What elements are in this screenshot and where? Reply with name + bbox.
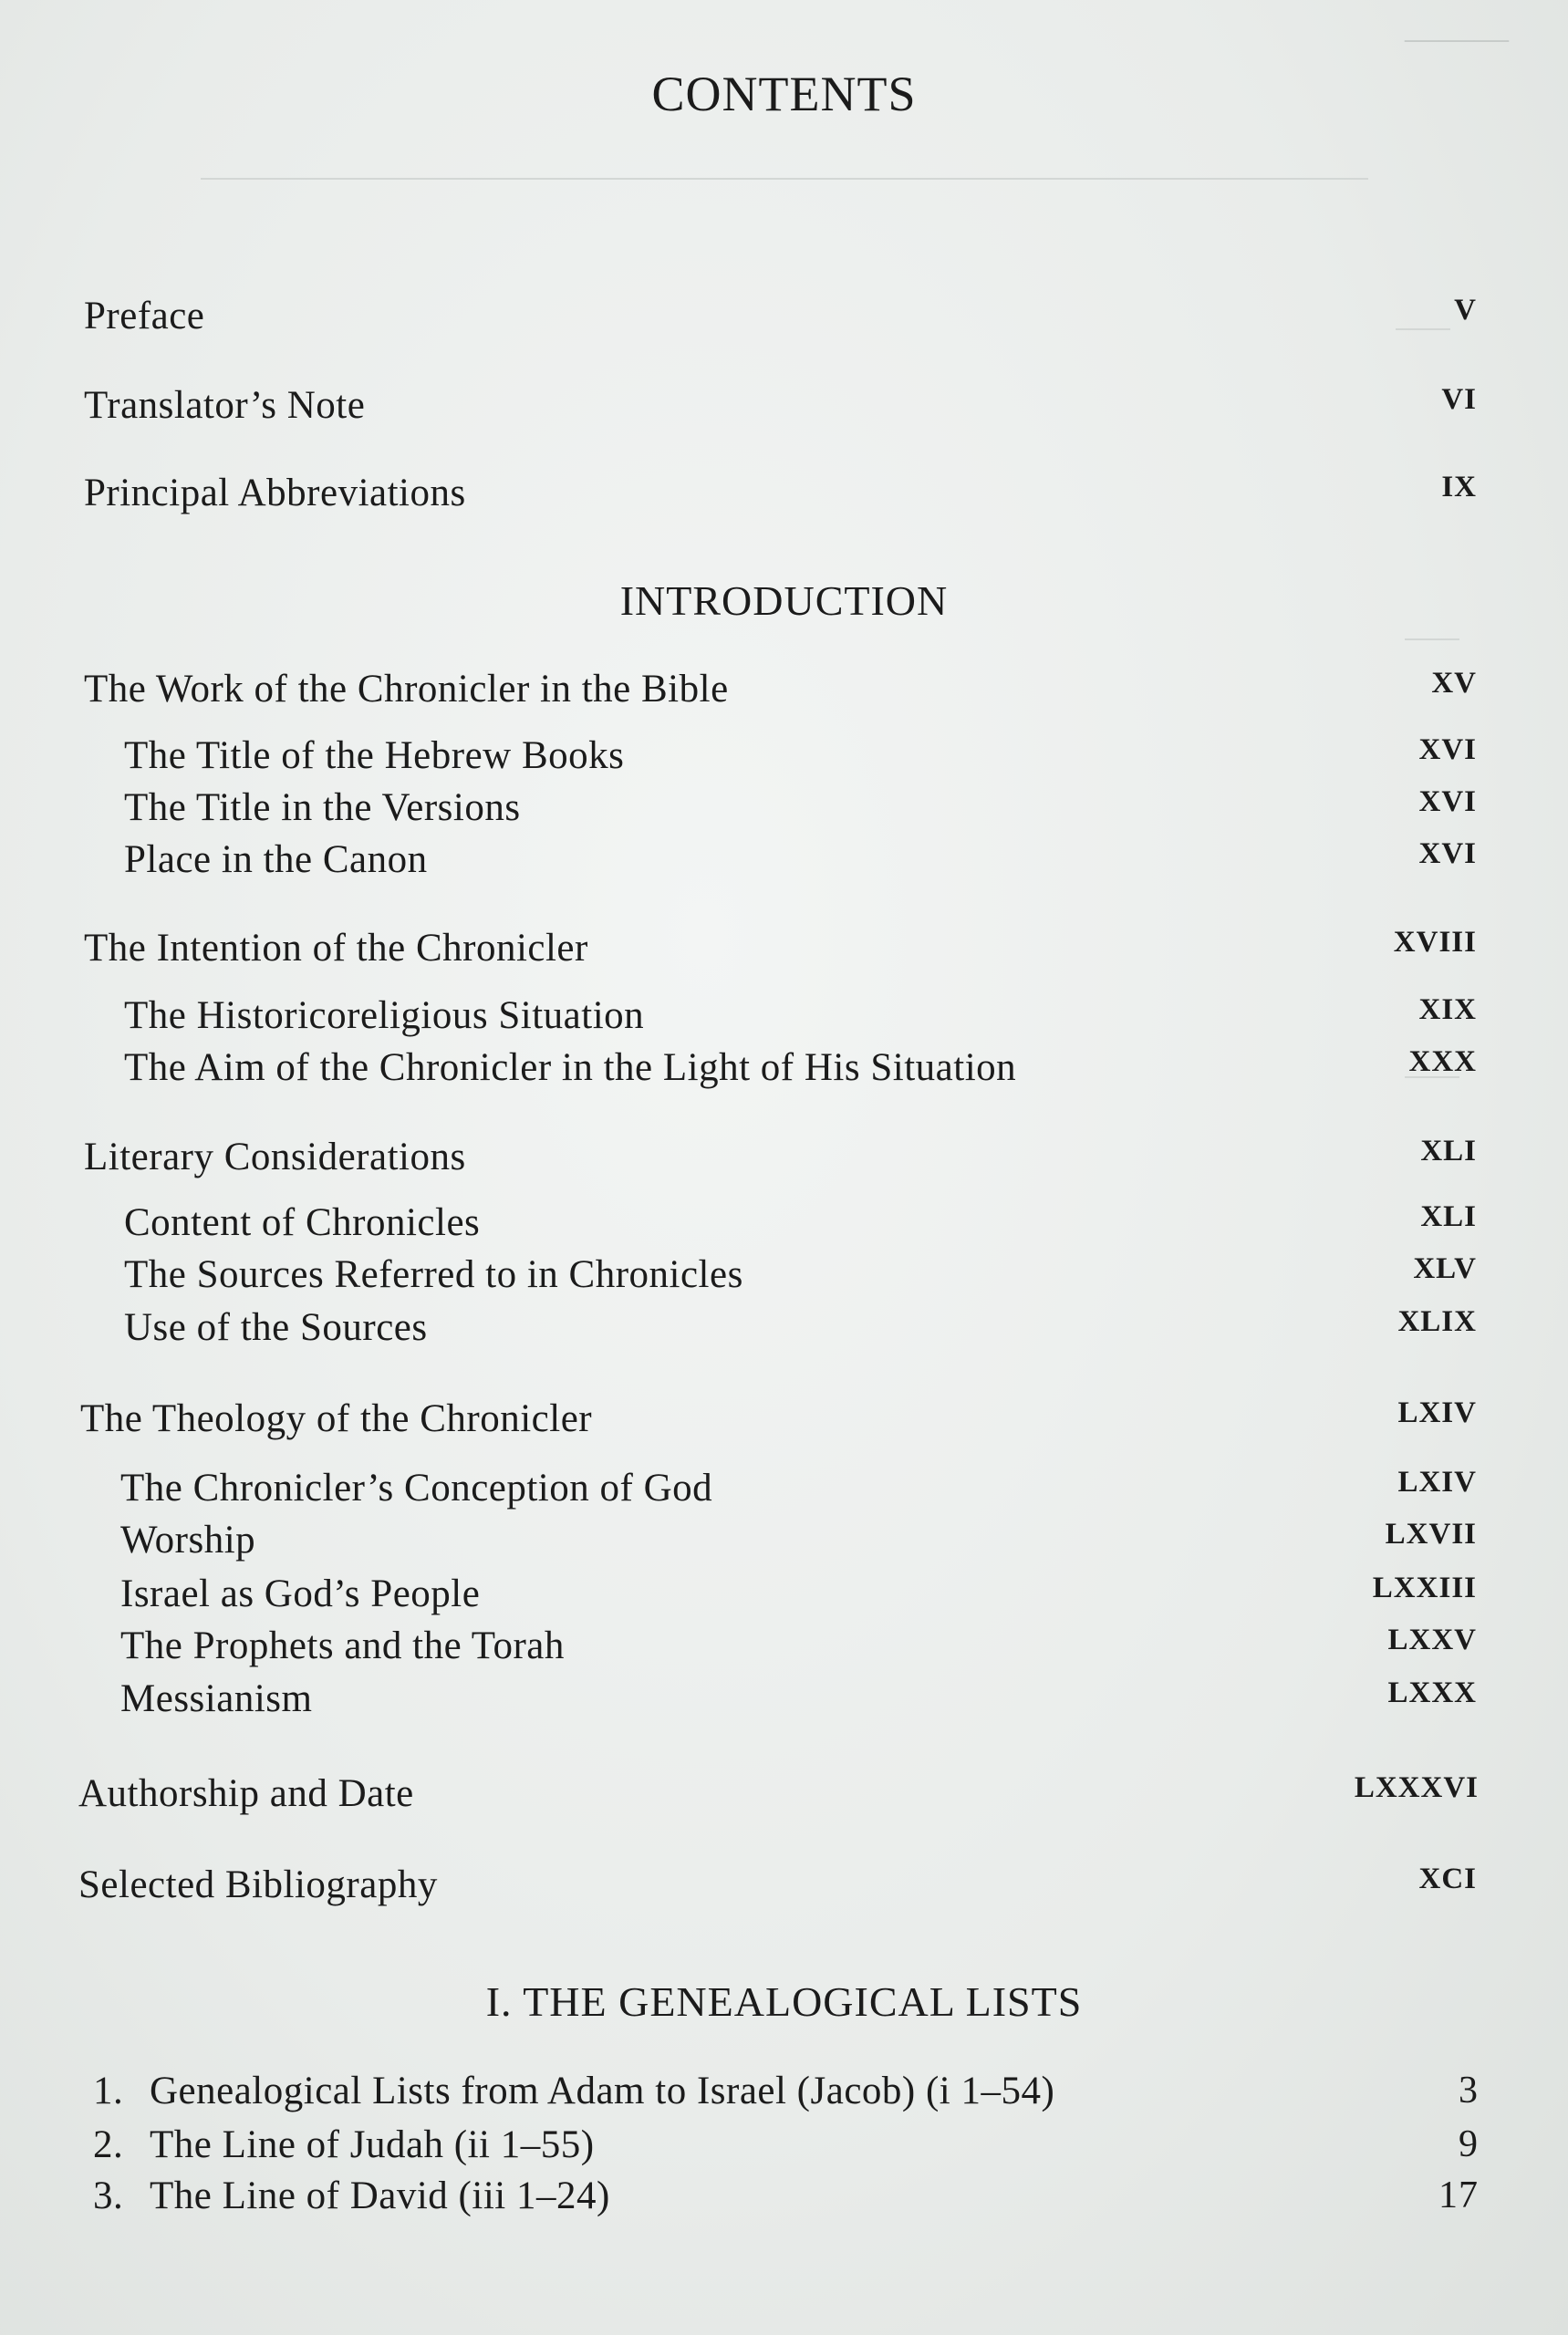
toc-entry	[0, 1135, 1568, 1184]
chapter-number: 3.	[93, 2174, 124, 2217]
toc-subentry-label: The Sources Referred to in Chronicles	[124, 1253, 743, 1296]
toc-subentry-page: XVI	[1418, 837, 1477, 870]
chapter-page: 17	[1438, 2174, 1479, 2216]
toc-entry-page: LXIV	[1397, 1396, 1477, 1429]
chapter-label: Genealogical Lists from Adam to Israel (Jacob) (i 1–54)	[150, 2070, 1055, 2112]
toc-subentry	[0, 1200, 1568, 1250]
toc-subentry-label: Place in the Canon	[124, 838, 428, 881]
toc-subentry	[0, 785, 1568, 835]
toc-entry	[0, 294, 1568, 343]
toc-entry-label: Selected Bibliography	[78, 1863, 438, 1906]
toc-subentry-label: Israel as God’s People	[120, 1572, 481, 1615]
chapter-entry	[0, 2174, 1568, 2223]
toc-subentry-label: Content of Chronicles	[124, 1201, 481, 1244]
toc-subentry-label: Use of the Sources	[124, 1306, 428, 1349]
toc-entry-label: Literary Considerations	[84, 1136, 466, 1178]
toc-subentry-page: XIX	[1418, 993, 1477, 1026]
toc-subentry-label: The Title of the Hebrew Books	[124, 734, 625, 777]
toc-entry-page: XV	[1431, 667, 1477, 700]
toc-subentry-page: XXX	[1408, 1045, 1477, 1078]
toc-entry	[0, 667, 1568, 716]
toc-subentry	[0, 1572, 1568, 1621]
toc-entry-page: VI	[1441, 383, 1477, 416]
toc-subentry-page: XVI	[1418, 733, 1477, 766]
chapter-label: The Line of David (iii 1–24)	[150, 2174, 610, 2217]
toc-entry-label: Translator’s Note	[84, 384, 366, 427]
toc-subentry-page: LXXIII	[1372, 1572, 1477, 1604]
chapter-entry	[0, 2069, 1568, 2118]
toc-subentry	[0, 1252, 1568, 1302]
chapter-page: 3	[1459, 2070, 1479, 2112]
toc-entry-label: The Intention of the Chronicler	[84, 927, 588, 970]
toc-entry-page: IX	[1441, 471, 1477, 503]
chapter-page: 9	[1459, 2123, 1479, 2165]
chapter-entry	[0, 2122, 1568, 2172]
toc-subentry-page: LXIV	[1397, 1466, 1477, 1499]
toc-subentry-label: Messianism	[120, 1677, 313, 1720]
toc-entry-label: Authorship and Date	[78, 1772, 414, 1815]
toc-subentry-label: The Historicoreligious Situation	[124, 994, 645, 1037]
toc-subentry	[0, 1676, 1568, 1726]
toc-subentry-label: The Chronicler’s Conception of God	[120, 1467, 713, 1510]
toc-entry-label: The Theology of the Chronicler	[80, 1397, 593, 1440]
toc-subentry-page: XLV	[1413, 1252, 1477, 1285]
toc-entry-page: XLI	[1420, 1135, 1477, 1168]
toc-subentry-page: LXXV	[1387, 1624, 1477, 1656]
toc-entry-label: Principal Abbreviations	[84, 472, 466, 514]
section-heading-introduction: INTRODUCTION	[619, 577, 949, 624]
chapter-number: 1.	[93, 2070, 124, 2112]
toc-entry	[0, 1771, 1568, 1821]
toc-entry	[0, 383, 1568, 432]
toc-subentry-page: LXXX	[1387, 1676, 1477, 1709]
toc-subentry-label: The Aim of the Chronicler in the Light of His Situation	[124, 1046, 1017, 1089]
toc-entry-page: LXXXVI	[1354, 1771, 1479, 1804]
toc-subentry	[0, 1305, 1568, 1354]
toc-subentry-label: The Prophets and the Torah	[120, 1624, 565, 1667]
toc-subentry	[0, 837, 1568, 887]
page-title: CONTENTS	[651, 67, 917, 121]
toc-entry-label: The Work of the Chronicler in the Bible	[84, 668, 729, 711]
toc-subentry-label: Worship	[120, 1519, 256, 1562]
toc-entry-label: Preface	[84, 295, 205, 337]
document-page: ——— CONTENTS Preface V Translator’s Note VI Principal Abbreviations IX INTRODUCTION The Work of the Chronicler in the Bible XV The Title of the Hebrew Books XVI The Title in the Versions XVI Place in the Canon XVI The Intention of the Chronicler XVIII The Historicoreligious Situation XIX The Aim of the Chronicler in the Light of His Situation XXX Literary Considerations XLI Content of Chronicles XLI The Sources Referred to in Chronicles XLV Use of the Sources XLIX The Theology of the Chronicler LXIV The Chronicler’s Conception of God LXIV Worship LXVII Israel as God’s People LXXIII The Prophets and the Torah LXXV Messianism LXXX Authorship and Date LXXXVI Selected Bibliography XCI I. THE GENEALOGICAL LISTS 1. Genealogical Lists from Adam to Israel (Jacob) (i 1–54) 3 2. The Line of Judah (ii 1–55) 9 3. The Line of David (iii 1–24) 17	[0, 0, 1568, 2335]
chapter-number: 2.	[93, 2123, 124, 2166]
toc-subentry	[0, 733, 1568, 783]
toc-entry-page: XVIII	[1393, 926, 1477, 959]
toc-subentry	[0, 1466, 1568, 1515]
toc-subentry-label: The Title in the Versions	[124, 786, 521, 829]
toc-entry	[0, 926, 1568, 975]
toc-subentry-page: XLIX	[1397, 1305, 1477, 1338]
toc-entry	[0, 471, 1568, 520]
toc-entry	[0, 1863, 1568, 1912]
toc-subentry	[0, 1518, 1568, 1567]
toc-entry-page: XCI	[1418, 1863, 1477, 1895]
toc-entry	[0, 1396, 1568, 1446]
toc-subentry	[0, 993, 1568, 1043]
toc-subentry	[0, 1045, 1568, 1095]
toc-subentry	[0, 1624, 1568, 1673]
toc-subentry-page: LXVII	[1385, 1518, 1477, 1551]
toc-entry-page: V	[1454, 294, 1477, 327]
section-heading-genealogical-lists: I. THE GENEALOGICAL LISTS	[485, 1978, 1083, 2025]
toc-subentry-page: XVI	[1418, 785, 1477, 818]
chapter-label: The Line of Judah (ii 1–55)	[150, 2123, 595, 2166]
toc-subentry-page: XLI	[1420, 1200, 1477, 1233]
